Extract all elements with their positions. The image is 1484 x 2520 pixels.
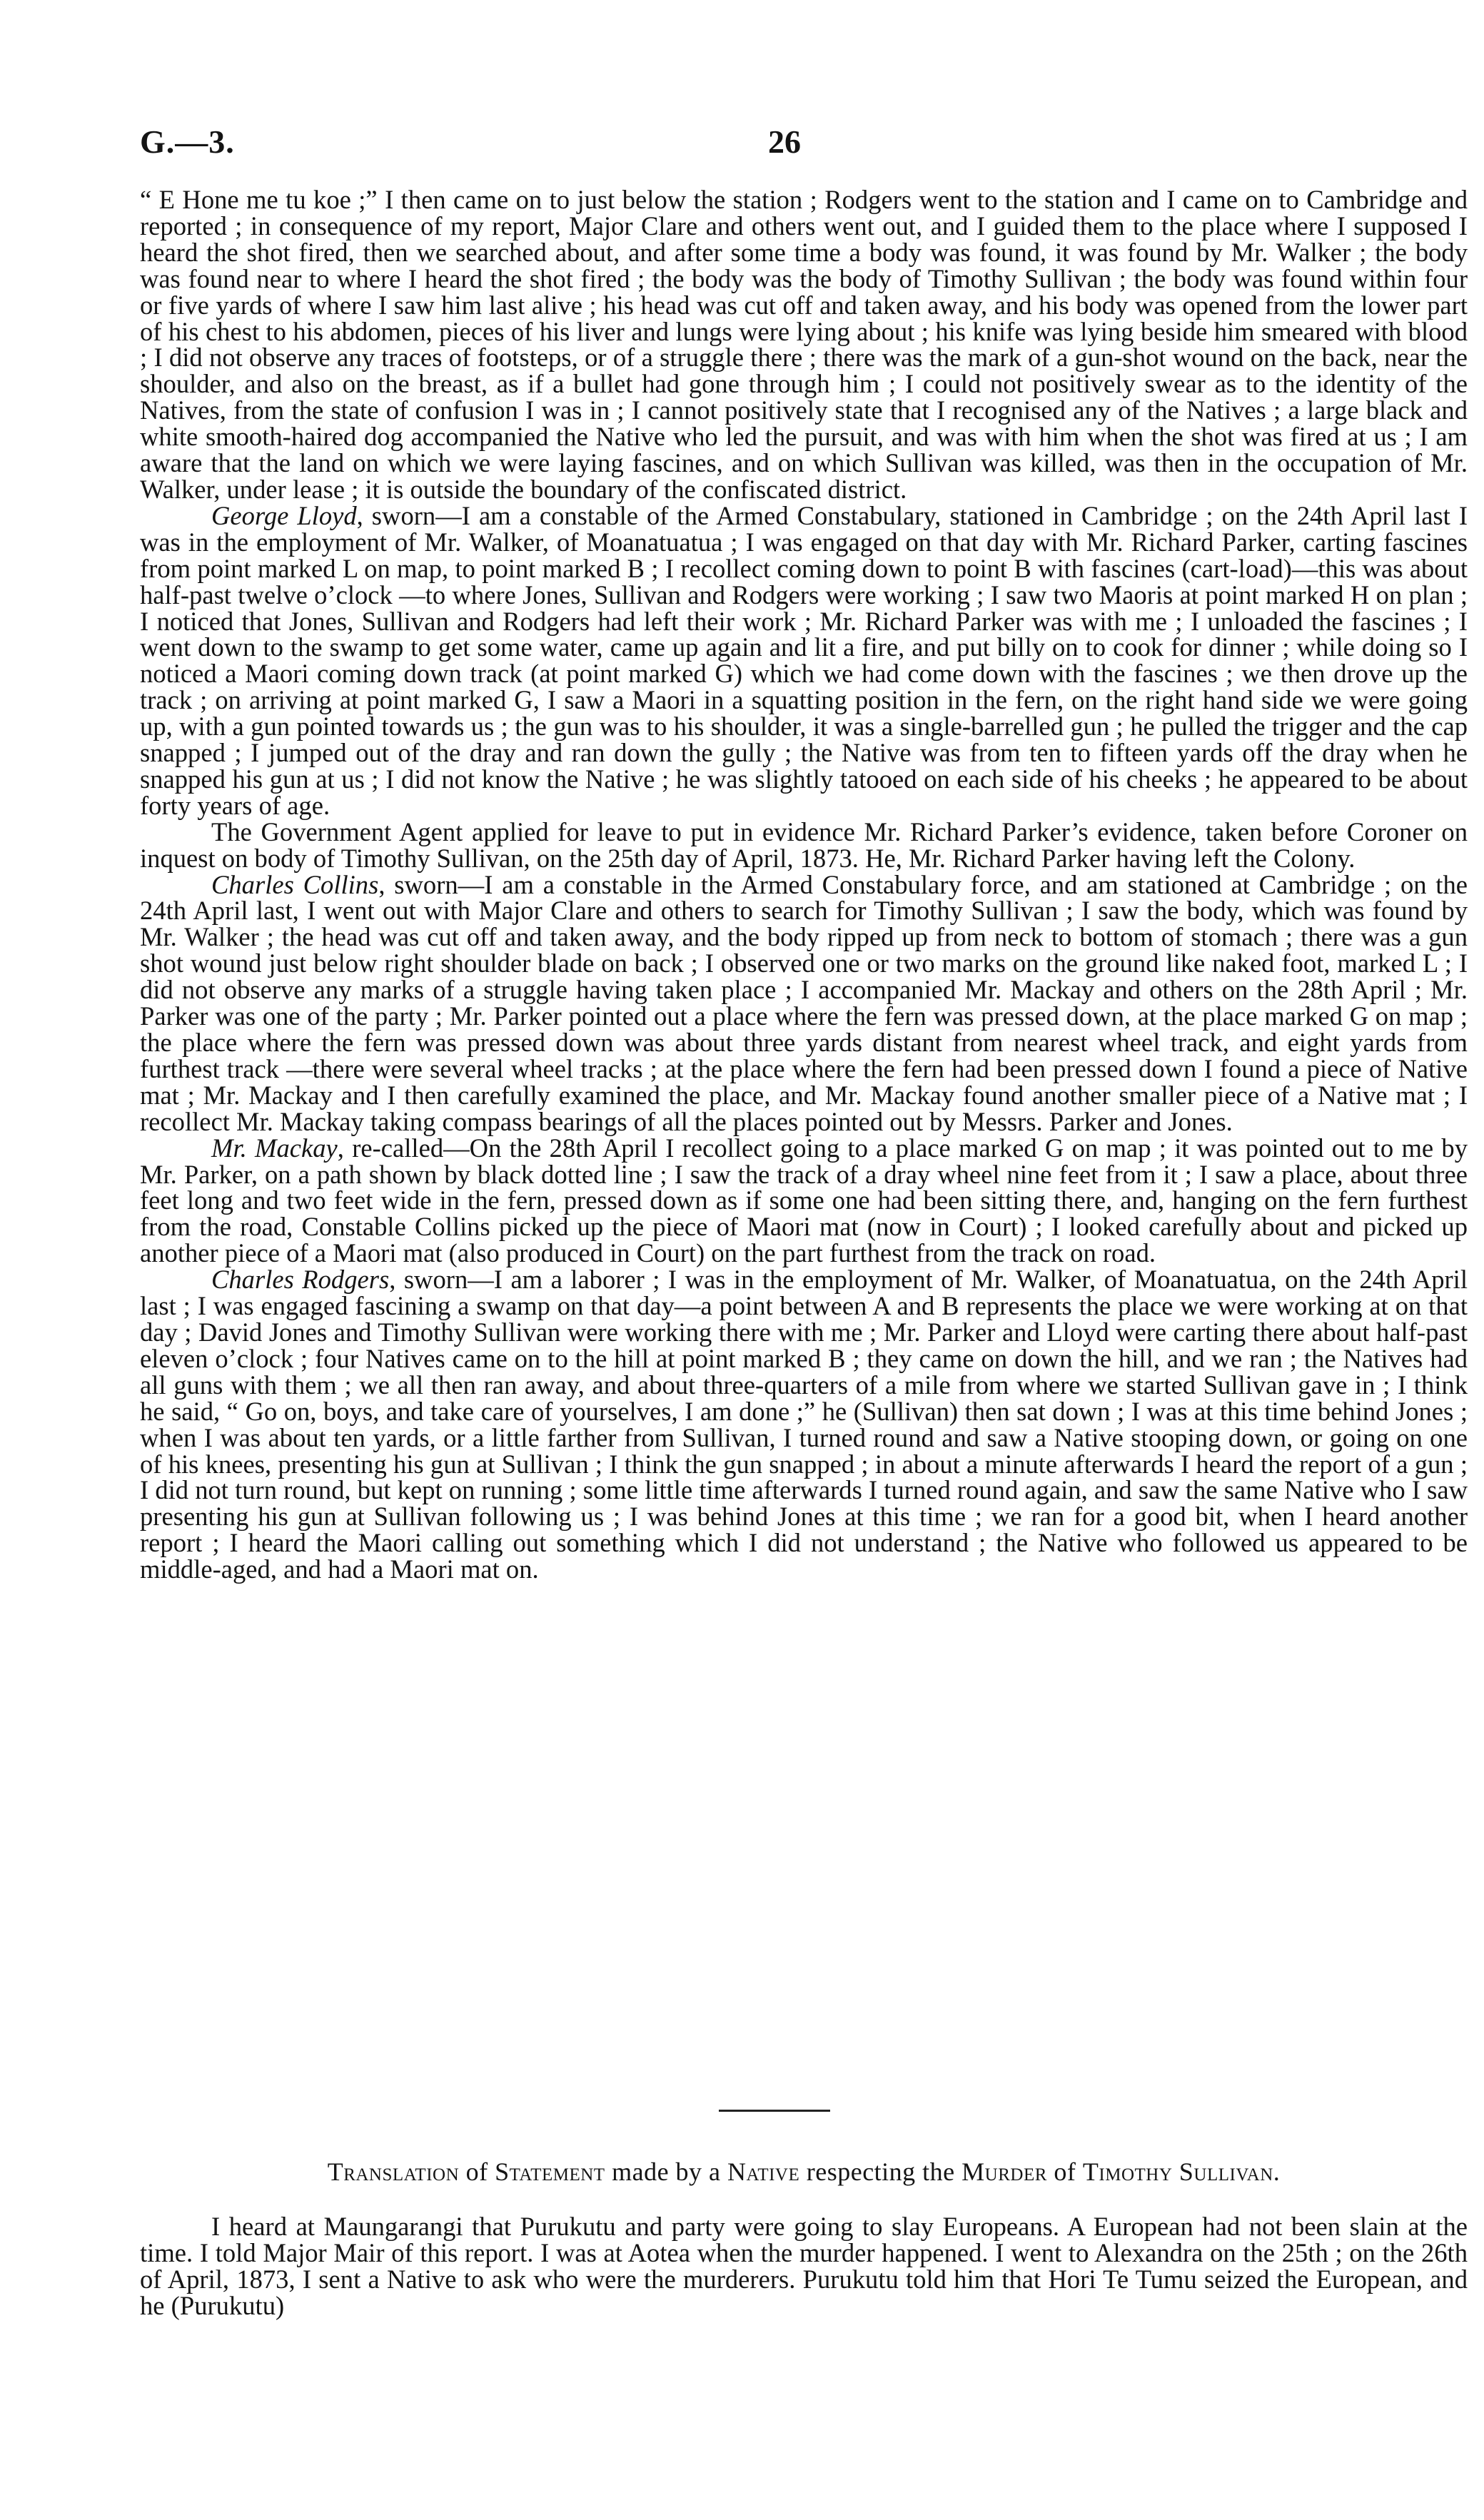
paragraph-text: , sworn—I am a constable of the Armed Constabulary, stationed in Cambridge ; on the 24th April last I was in the employment of Mr. Walker, of Moanatuatua ; I was engaged on that day with Mr. Richard Parker, carting fascines from point marked L on map, to point marked B ; I recollect coming down to point B with fascines (cart-load)—this was about half-past twelve o’clock —to where Jones, Sullivan and Rodgers were working ; I saw two Maoris at point marked H on plan ; I noticed that Jones, Sullivan and Rodgers had left their work ; Mr. Richard Parker was with me ; I unloaded the fascines ; I went down to the swamp to get some water, came up again and lit a fire, and put billy on to cook for dinner ; while doing so I noticed a Maori coming down track (at point marked G) which we had come down with the fascines ; we then drove up the track ; on arriving at point marked G, I saw a Maori in a squatting position in the fern, on the right hand side we were going up, with a gun pointed towards us ; the gun was to his shoulder, it was a single-barrelled gun ; he pulled the trigger and the cap snapped ; I jumped out of the dray and ran down the gully ; the Native was from ten to fifteen yards off the dray when he snapped his gun at us ; I did not know the Native ; he was slightly tatooed on each side of his cheeks ; he appeared to be about forty years of age. — [140, 500, 1468, 820]
title-part: of — [1054, 2157, 1076, 2186]
translation-body — [140, 2214, 1468, 2319]
title-part: Translation — [327, 2157, 460, 2186]
paragraph-text: I heard at Maungarangi that Purukutu and party were going to slay Europeans. A European had not been slain at the time. I told Major Mair of this report. I was at Aotea when the murder happened. I went to Alexandra on the 25th ; on the 26th of April, 1873, I sent a Native to ask who were the murderers. Purukutu told him that Hori Te Tumu seized the European, and he (Purukutu) — [140, 2212, 1468, 2320]
paragraph — [140, 187, 1468, 503]
witness-name: Charles Collins — [211, 869, 379, 899]
paragraph — [140, 1135, 1468, 1267]
title-part: Timothy Sullivan — [1082, 2157, 1273, 2186]
paragraph — [140, 2214, 1468, 2319]
document-body — [140, 187, 1468, 1583]
witness-name: George Lloyd — [211, 500, 357, 530]
title-part: made by a — [612, 2157, 721, 2186]
paragraph — [140, 1267, 1468, 1583]
title-part: Murder — [961, 2157, 1047, 2186]
section-title — [140, 2157, 1468, 2187]
paragraph-text: , sworn—I am a laborer ; I was in the employment of Mr. Walker, of Moanatuatua, on the 24th April last ; I was engaged fascining a swamp on that day—a point between A and B represents the place we were working at on that day ; David Jones and Timothy Sullivan were working there with me ; Mr. Parker and Lloyd were carting there about half-past eleven o’clock ; four Natives came on to the hill at point marked B ; they came on down the hill, and we ran ; the Natives had all guns with them ; we all then ran away, and about three-quarters of a mile from where we started Sullivan gave in ; I think he said, “ Go on, boys, and take care of yourselves, I am done ;” he (Sullivan) then sat down ; I was at this time behind Jones ; when I was about ten yards, or a little farther from Sullivan, I turned round and saw a Native stooping down, or going on one of his knees, presenting his gun at Sullivan ; I think the gun snapped ; in about a minute afterwards I heard the report of a gun ; I did not turn round, but kept on running ; some little time afterwards I turned round again, and saw the same Native who I saw presenting his gun at Sullivan following us ; I was behind Jones at this time ; we ran for a good bit, when I heard another report ; I heard the Maori calling out something which I did not understand ; the Native who followed us appeared to be middle-aged, and had a Maori mat on. — [140, 1265, 1468, 1584]
page-number: 26 — [768, 123, 801, 160]
paragraph — [140, 816, 1468, 873]
title-part: respecting the — [806, 2157, 955, 2186]
paragraph — [140, 869, 1468, 1136]
title-part: . — [1273, 2157, 1281, 2186]
paragraph — [140, 500, 1468, 820]
title-part: Statement — [495, 2157, 605, 2186]
page-header — [140, 123, 1468, 166]
witness-name: Mr. Mackay — [211, 1133, 338, 1163]
section-divider — [719, 2110, 830, 2112]
paragraph-text: , re-called—On the 28th April I recollect going to a place marked G on map ; it was pointed out to me by Mr. Parker, on a path shown by black dotted line ; I saw the track of a dray wheel nine feet from it ; I saw a place, about three feet long and two feet wide in the fern, pressed down as if some one had been sitting there, and, hanging on the fern furthest from the road, Constable Collins picked up the piece of Maori mat (now in Court) ; I looked carefully about and picked up another piece of a Maori mat (also produced in Court) on the part furthest from the track on road. — [140, 1133, 1468, 1268]
paragraph-text: “ E Hone me tu koe ;” I then came on to just below the station ; Rodgers went to the station and I came on to Cambridge and reported ; in consequence of my report, Major Clare and others went out, and I guided them to the place where I supposed I heard the shot fired, then we searched about, and after some time a body was found, it was found by Mr. Walker ; the body was found near to where I heard the shot fired ; the body was the body of Timothy Sullivan ; the body was found within four or five yards of where I saw him last alive ; his head was cut off and taken away, and his body was opened from the lower part of his chest to his abdomen, pieces of his liver and lungs were lying about ; his knife was lying beside him smeared with blood ; I did not observe any traces of footsteps, or of a struggle there ; there was the mark of a gun-shot wound on the back, near the shoulder, and also on the breast, as if a bullet had gone through him ; I could not positively swear as to the identity of the Natives, from the state of confusion I was in ; I cannot positively state that I recognised any of the Natives ; a large black and white smooth-haired dog accompanied the Native who led the pursuit, and was with him when the shot was fired at us ; I am aware that the land on which we were laying fascines, and on which Sullivan was killed, was then in the occupation of Mr. Walker, under lease ; it is outside the boundary of the confiscated district. — [140, 185, 1468, 504]
witness-name: Charles Rodgers — [211, 1265, 390, 1295]
document-code: G.—3. — [140, 123, 235, 160]
paragraph-text: , sworn—I am a constable in the Armed Constabulary force, and am stationed at Cambridge ; on the 24th April last, I went out with Major Clare and others to search for Timothy Sullivan ; I saw the body, which was found by Mr. Walker ; the head was cut off and taken away, and the body ripped up from neck to bottom of stomach ; there was a gun shot wound just below right shoulder blade on back ; I observed one or two marks on the ground like naked foot, marked L ; I did not observe any marks of a struggle having taken place ; I accompanied Mr. Mackay and others on the 28th April ; Mr. Parker was one of the party ; Mr. Parker pointed out a place where the fern was pressed down, at the place marked G on map ; the place where the fern was pressed down was about three yards distant from nearest wheel track, and eight yards from furthest track —there were several wheel tracks ; at the place where the fern had been pressed down I found a piece of Native mat ; Mr. Mackay and I then carefully examined the place, and Mr. Mackay found another smaller piece of a Native mat ; I recollect Mr. Mackay taking compass bearings of all the places pointed out by Messrs. Parker and Jones. — [140, 869, 1468, 1136]
title-part: Native — [727, 2157, 800, 2186]
title-part: of — [465, 2157, 488, 2186]
paragraph-text: The Government Agent applied for leave to put in evidence Mr. Richard Parker’s evidence, taken before Coroner on inquest on body of Timothy Sullivan, on the 25th day of April, 1873. He, Mr. Richard Parker having left the Colony. — [140, 816, 1468, 873]
